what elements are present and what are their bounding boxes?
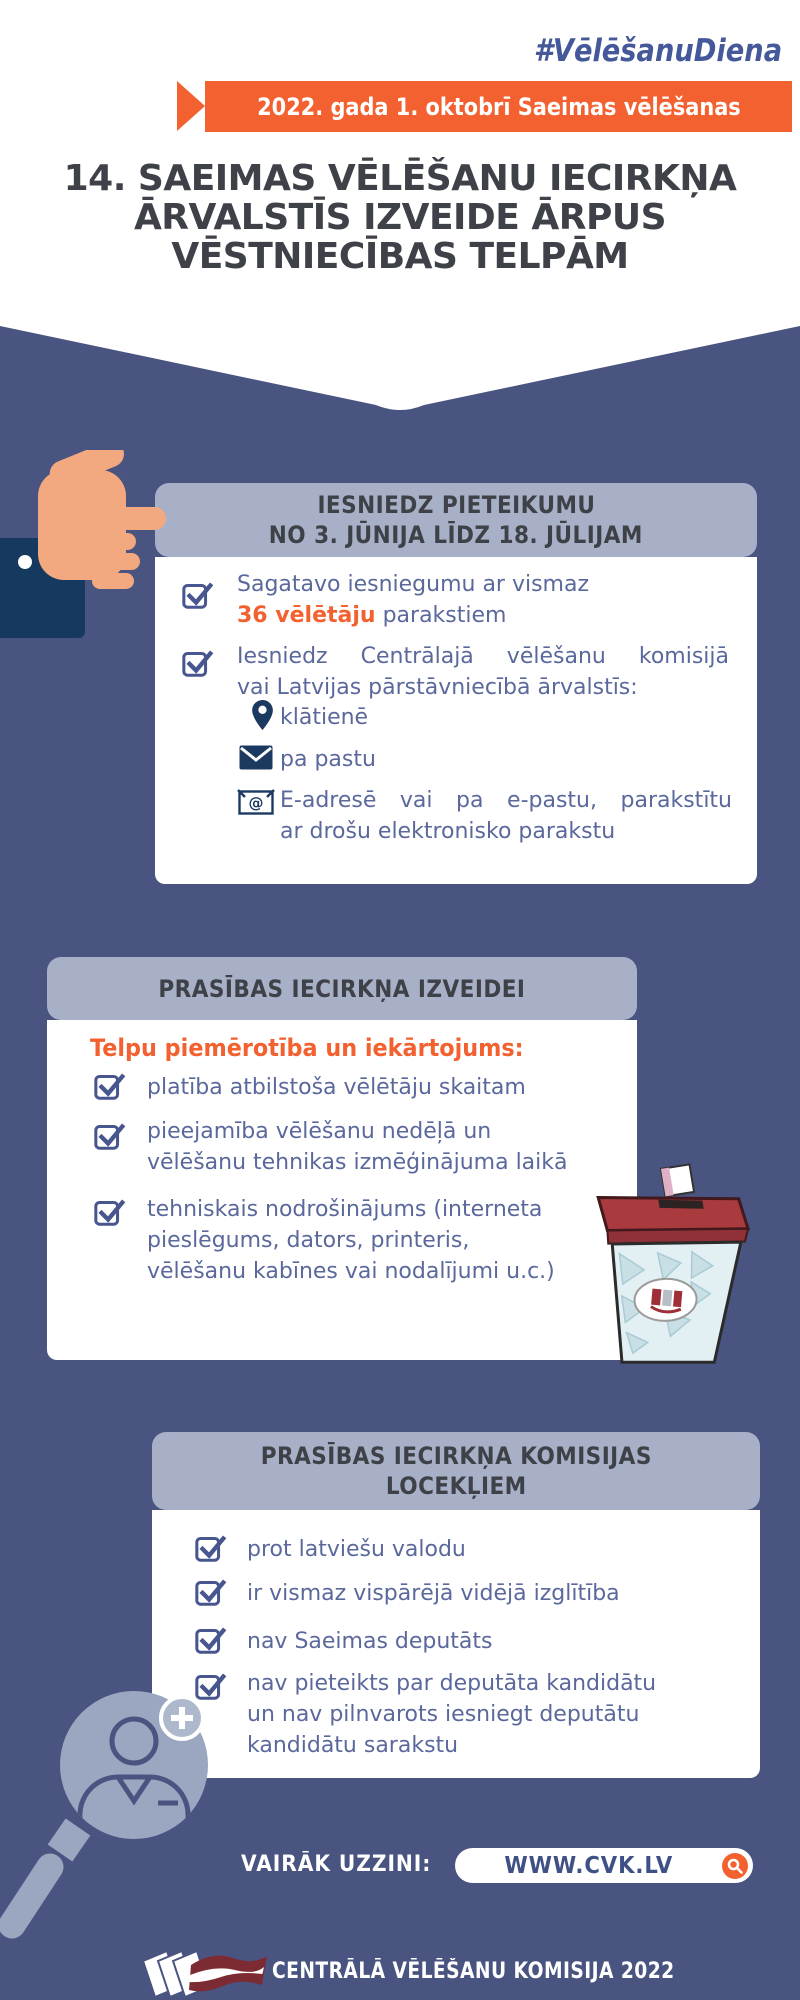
magnifier-person-icon — [0, 1635, 270, 1945]
more-info-label: VAIRĀK UZZINI: — [241, 1852, 432, 1877]
venue-subheading: Telpu piemērotība un iekārtojums: — [90, 1034, 524, 1062]
venue-header-text: PRASĪBAS IECIRKŅA IZVEIDEI — [158, 974, 526, 1003]
commission-header-line2: LOCEKĻIEM — [385, 1472, 527, 1500]
footer-credit: CENTRĀLĀ VĒLĒŠANU KOMISIJA 2022 — [272, 1959, 675, 1984]
application-card-header — [155, 483, 757, 557]
page-title-line1: 14. SAEIMAS VĒLĒŠANU IECIRKŅA — [63, 158, 737, 199]
pointing-hand-icon — [0, 450, 210, 640]
checklist-item: platība atbilstoša vēlētāju skaitam — [147, 1075, 526, 1100]
page-title — [0, 159, 800, 276]
envelope-icon — [239, 745, 273, 770]
application-card-body — [155, 557, 757, 884]
checkbox-icon — [93, 1118, 127, 1152]
sub-item-by-post: pa pastu — [280, 747, 376, 772]
checklist-item: pieejamība vēlēšanu nedēļā un vēlēšanu tehnikas izmēģinājuma laikā — [147, 1119, 568, 1175]
date-ribbon — [205, 81, 792, 132]
checkbox-icon — [93, 1194, 127, 1228]
commission-header-line1: PRASĪBAS IECIRKŅA KOMISIJAS — [260, 1442, 652, 1470]
checklist-item: ir vismaz vispārējā vidējā izglītība — [247, 1581, 620, 1606]
ribbon-arrow-icon — [177, 81, 205, 131]
website-button[interactable] — [455, 1848, 753, 1883]
cvk-logo-icon — [135, 1945, 270, 2000]
search-icon — [721, 1852, 749, 1880]
checklist-item: nav pieteikts par deputāta kandidātu un nav pilnvarots iesniegt deputātu kandidātu sarakstu — [247, 1671, 657, 1758]
application-header-line1: IESNIEDZ PIETEIKUMU — [317, 491, 595, 519]
page-title-line2: ĀRVALSTĪS IZVEIDE ĀRPUS — [133, 197, 667, 238]
location-pin-icon — [251, 699, 274, 731]
website-url[interactable]: WWW.CVK.LV — [504, 1852, 674, 1879]
ballot-box-illustration — [572, 1160, 767, 1385]
checklist-item: prot latviešu valodu — [247, 1537, 466, 1562]
page-title-line3: VĒSTNIECĪBAS TELPĀM — [171, 236, 629, 277]
hashtag-velesanudiena: #VēlēšanuDiena — [533, 33, 782, 69]
sub-item-in-person: klātienē — [280, 705, 369, 730]
date-ribbon-text: 2022. gada 1. oktobrī Saeimas vēlēšanas — [256, 92, 741, 121]
checkbox-icon — [93, 1068, 127, 1102]
commission-card-header — [152, 1432, 760, 1510]
svg-text:@: @ — [248, 794, 264, 812]
venue-card-body — [47, 1020, 637, 1360]
venue-card-header — [47, 957, 637, 1020]
section-divider-notch — [0, 326, 800, 416]
application-header-line2: NO 3. JŪNIJA LĪDZ 18. JŪLIJAM — [268, 521, 644, 549]
sub-item-e-address: E-adresē vai pa e-pastu, parakstītu ar drošu elektronisko parakstu — [280, 788, 732, 844]
checklist-item: tehniskais nodrošinājums (interneta pieslēgums, dators, printeris, vēlēšanu kabīnes vai nodalījumi u.c.) — [147, 1197, 555, 1284]
checkbox-icon — [194, 1530, 228, 1564]
checkbox-icon — [194, 1574, 228, 1608]
checkbox-icon — [181, 645, 215, 679]
checklist-item: nav Saeimas deputāts — [247, 1629, 493, 1654]
checklist-item: Sagatavo iesniegumu ar vismaz 36 vēlētāju parakstiem — [237, 572, 590, 628]
highlight-36-voters: 36 vēlētāju — [237, 603, 376, 628]
checklist-item: Iesniedz Centrālajā vēlēšanu komisijā vai Latvijas pārstāvniecībā ārvalstīs: — [237, 644, 729, 700]
e-address-envelope-icon — [237, 788, 275, 816]
